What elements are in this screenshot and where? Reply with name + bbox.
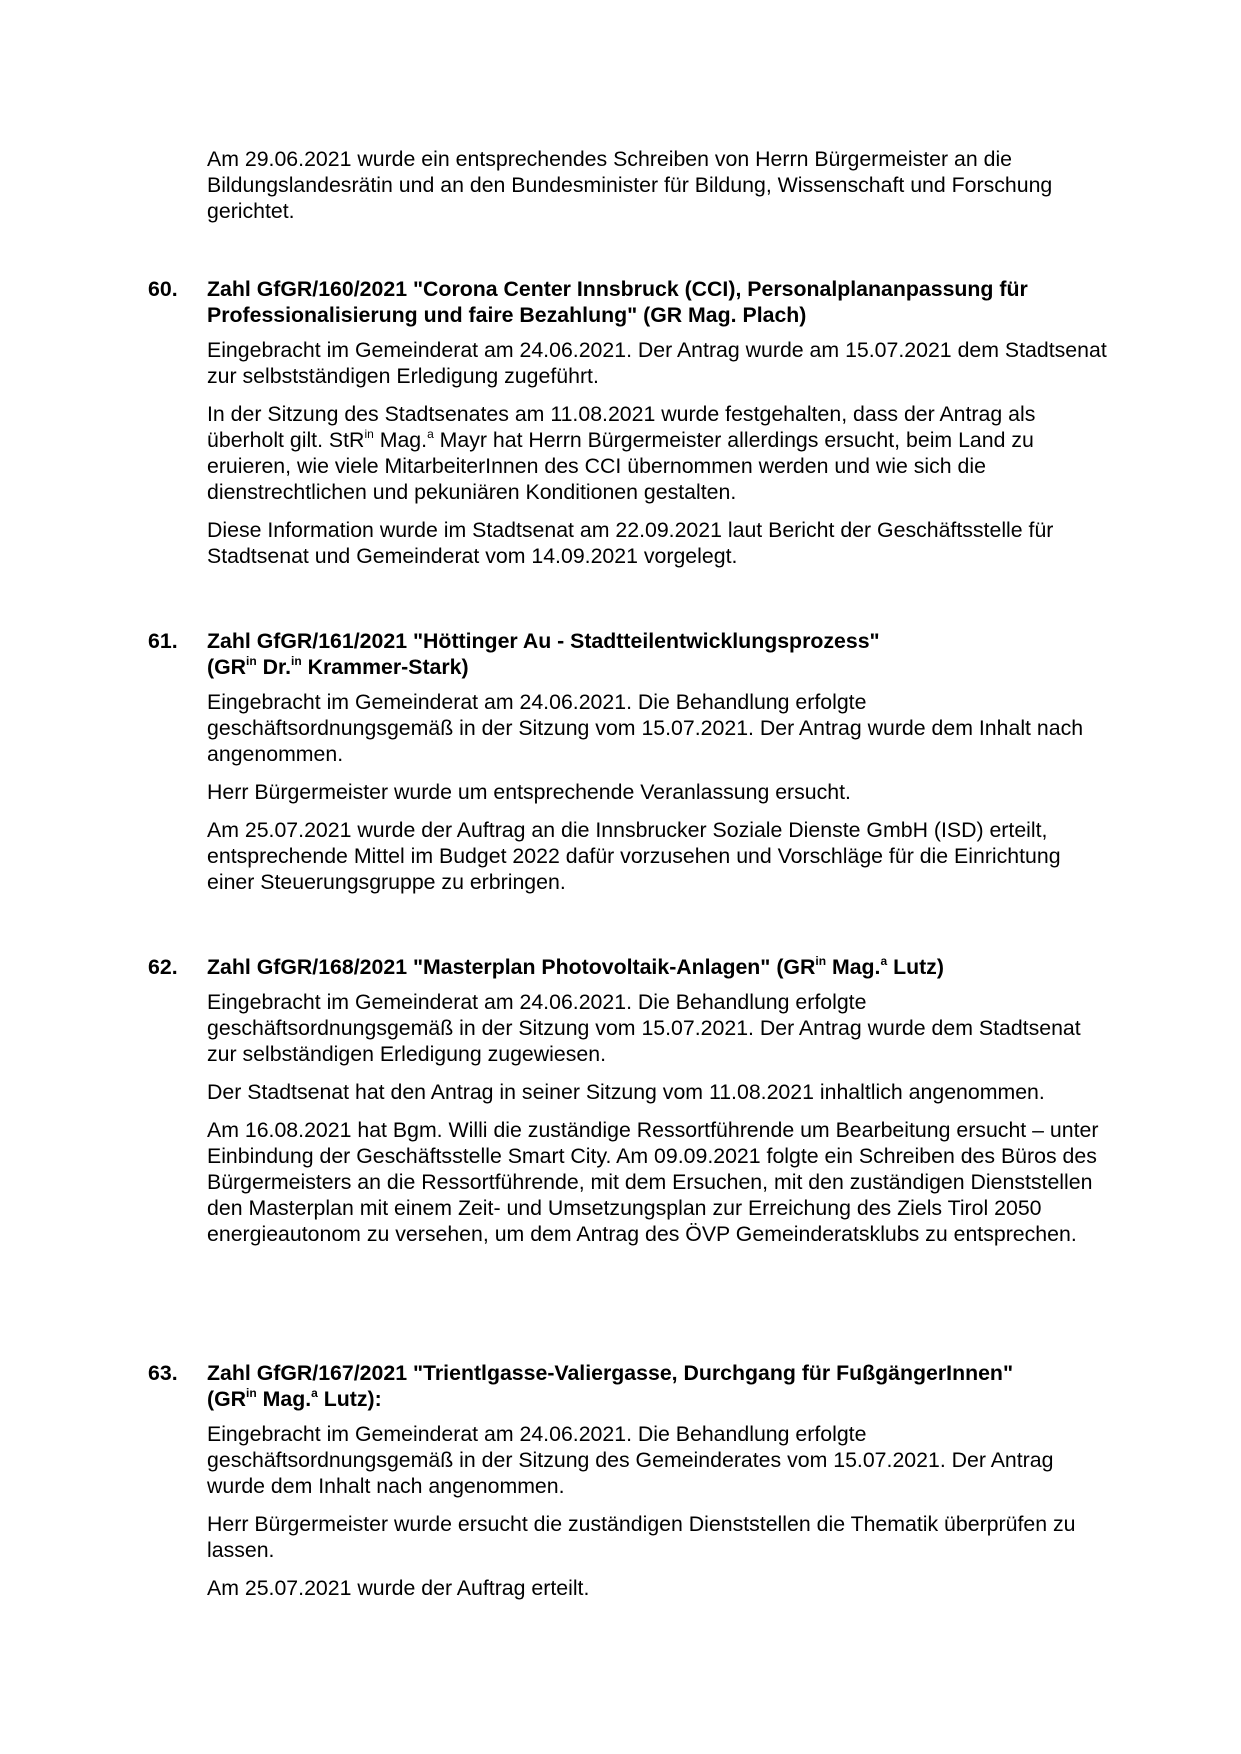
superscript: in: [815, 953, 827, 968]
item-heading: [148, 1360, 1108, 1412]
superscript: in: [291, 653, 302, 668]
text-run: Dr.: [256, 655, 292, 679]
superscript: in: [364, 426, 374, 441]
agenda-item-61: [148, 628, 1108, 895]
agenda-item-62: [148, 954, 1108, 1247]
superscript: a: [427, 426, 434, 441]
item-paragraph: Herr Bürgermeister wurde ersucht die zuständigen Dienststellen die Thematik überprüfen zu lassen.: [207, 1512, 1076, 1562]
item-heading: [148, 954, 1108, 980]
item-paragraph: Der Stadtsenat hat den Antrag in seiner Sitzung vom 11.08.2021 inhaltlich angenommen.: [207, 1080, 1045, 1104]
item-paragraph: Diese Information wurde im Stadtsenat am 22.09.2021 laut Bericht der Geschäftsstelle für Stadtsenat und Gemeinderat vom 14.09.2021 vorgelegt.: [207, 518, 1054, 568]
item-paragraph: Eingebracht im Gemeinderat am 24.06.2021. Die Behandlung erfolgte geschäftsordnungsgemäß in der Sitzung des Gemeinderates vom 15.07.2021. Der Antrag wurde dem Inhalt nach angenommen.: [207, 1422, 1054, 1498]
text-run: Zahl GfGR/168/2021 "Masterplan Photovoltaik-Anlagen" (GR: [207, 955, 816, 979]
item-number: 61.: [148, 629, 178, 653]
intro-text: Am 29.06.2021 wurde ein entsprechendes Schreiben von Herrn Bürgermeister an die Bildungslandesrätin und an den Bundesminister für Bildung, Wissenschaft und Forschung gerichtet.: [207, 147, 1053, 223]
text-run: (GR: [207, 1387, 247, 1411]
item-title: [207, 1360, 1108, 1412]
item-number: 63.: [148, 1361, 178, 1385]
item-paragraph: Eingebracht im Gemeinderat am 24.06.2021. Die Behandlung erfolgte geschäftsordnungsgemäß in der Sitzung vom 15.07.2021. Der Antrag wurde dem Stadtsenat zur selbständigen Erledigung zugewiesen.: [207, 990, 1081, 1066]
agenda-item-60: [148, 276, 1108, 569]
item-title: [207, 628, 1108, 680]
item-heading: [148, 628, 1108, 680]
item-paragraph: Eingebracht im Gemeinderat am 24.06.2021. Der Antrag wurde am 15.07.2021 dem Stadtsenat zur selbstständigen Erledigung zugeführt.: [207, 338, 1107, 388]
text-run: Mayr hat Herrn Bürgermeister allerdings ersucht, beim Land zu eruieren, wie viele MitarbeiterInnen des CCI übernommen werden und wie sich die dienstrechtlichen und pekuniären Konditionen gestalten.: [207, 428, 1034, 504]
item-heading: [148, 276, 1108, 328]
item-number: 60.: [148, 277, 178, 301]
superscript: in: [246, 1385, 257, 1400]
text-run: Mag.: [373, 428, 428, 452]
text-run: Zahl GfGR/161/2021 "Höttinger Au - Stadtteilentwicklungsprozess": [207, 629, 880, 653]
text-run: Krammer-Stark): [301, 655, 469, 679]
text-run: Lutz): [887, 955, 944, 979]
item-paragraph: Am 25.07.2021 wurde der Auftrag an die Innsbrucker Soziale Dienste GmbH (ISD) erteilt, entsprechende Mittel im Budget 2022 dafür vorzusehen und Vorschläge für die Einrichtung einer Steuerungsgruppe zu erbringen.: [207, 818, 1061, 894]
item-number: 62.: [148, 955, 178, 979]
item-title: [207, 954, 1108, 980]
item-paragraph: Am 25.07.2021 wurde der Auftrag erteilt.: [207, 1576, 590, 1600]
item-paragraph: [207, 401, 1108, 505]
superscript: a: [880, 953, 888, 968]
item-paragraph: Eingebracht im Gemeinderat am 24.06.2021. Die Behandlung erfolgte geschäftsordnungsgemäß in der Sitzung vom 15.07.2021. Der Antrag wurde dem Inhalt nach angenommen.: [207, 690, 1084, 766]
text-run: Lutz):: [317, 1387, 382, 1411]
item-paragraph: Am 16.08.2021 hat Bgm. Willi die zuständige Ressortführende um Bearbeitung ersucht – unter Einbindung der Geschäftsstelle Smart City. Am 09.09.2021 folgte ein Schreiben des Büros des Bürgermeisters an die Ressortführende, mit dem Ersuchen, mit den zuständigen Dienststellen den Masterplan mit einem Zeit- und Umsetzungsplan zur Erreichung des Ziels Tirol 2050 energieautonom zu versehen, um dem Antrag des ÖVP Gemeinderatsklubs zu entsprechen.: [207, 1118, 1099, 1246]
item-title: Zahl GfGR/160/2021 "Corona Center Innsbruck (CCI), Personalplananpassung für Professionalisierung und faire Bezahlung" (GR Mag. Plach): [207, 277, 1028, 327]
text-run: Mag.: [256, 1387, 312, 1411]
text-run: Mag.: [826, 955, 881, 979]
text-run: Zahl GfGR/167/2021 "Trientlgasse-Valiergasse, Durchgang für FußgängerInnen": [207, 1361, 1014, 1385]
text-run: In der Sitzung des Stadtsenates am 11.08.2021 wurde festgehalten, dass der Antrag als überholt gilt. StR: [207, 402, 1036, 452]
superscript: a: [311, 1385, 318, 1400]
intro-paragraph: [207, 146, 1107, 224]
superscript: in: [246, 653, 257, 668]
text-run: (GR: [207, 655, 247, 679]
item-paragraph: Herr Bürgermeister wurde um entsprechende Veranlassung ersucht.: [207, 780, 851, 804]
agenda-item-63: [148, 1360, 1108, 1601]
